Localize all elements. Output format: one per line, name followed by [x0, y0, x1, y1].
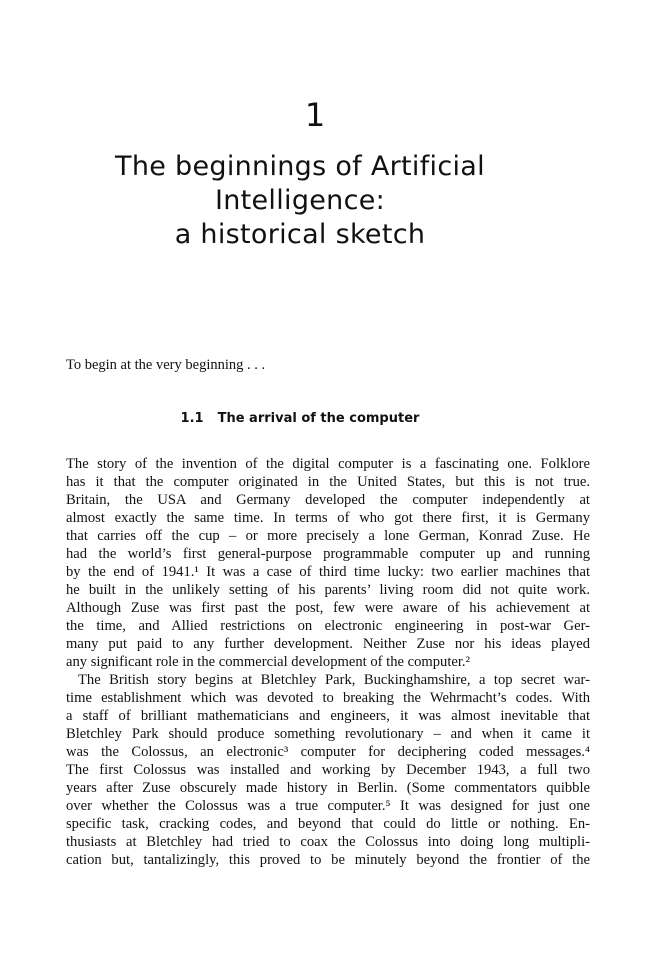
text-line: specific task, cracking codes, and beyond that could do little or nothing. En-: [66, 816, 590, 832]
epigraph: To begin at the very beginning . . .: [66, 357, 266, 373]
text-line: years after Zuse obscurely made history in Berlin. (Some commentators quibble: [66, 780, 590, 796]
text-line: Britain, the USA and Germany developed the computer independently at: [66, 492, 590, 508]
chapter-number: 1: [304, 96, 326, 134]
text-line: over whether the Colossus was a true computer.⁵ It was designed for just one: [66, 798, 590, 814]
text-line: The story of the invention of the digital computer is a fascinating one. Folklore: [66, 456, 590, 472]
text-line: many put paid to any further development. Neither Zuse nor his ideas played: [66, 636, 590, 652]
text-line: time establishment which was devoted to breaking the Wehrmacht’s codes. With: [66, 690, 590, 706]
text-line: that carries off the cup – or more precisely a lone German, Konrad Zuse. He: [66, 528, 590, 544]
body-text: [66, 455, 590, 869]
text-line: cation but, tantalizingly, this proved to be minutely beyond the frontier of the: [66, 852, 590, 868]
chapter-title-line: Intelligence:: [214, 185, 386, 216]
section-title: The arrival of the computer: [217, 411, 420, 426]
text-line: had the world’s first general-purpose programmable computer up and running: [66, 546, 590, 562]
text-line: any significant role in the commercial development of the computer.²: [66, 654, 470, 670]
section-heading: [0, 411, 600, 426]
chapter-title-line: a historical sketch: [174, 219, 426, 250]
text-line: was the Colossus, an electronic³ computer for deciphering coded messages.⁴: [66, 744, 590, 760]
text-line: The first Colossus was installed and working by December 1943, a full two: [66, 762, 590, 778]
text-line: he built in the unlikely setting of his parents’ living room did not quite work.: [66, 582, 590, 598]
text-line: has it that the computer originated in the United States, but this is not true.: [66, 474, 590, 490]
text-line: The British story begins at Bletchley Park, Buckinghamshire, a top secret war-: [78, 672, 590, 688]
text-line: Bletchley Park should produce something revolutionary – and when it came it: [66, 726, 590, 742]
paragraph: [66, 455, 590, 671]
text-line: by the end of 1941.¹ It was a case of third time lucky: two earlier machines that: [66, 564, 590, 580]
text-line: thusiasts at Bletchley had tried to coax the Colossus into doing long multipli-: [66, 834, 590, 850]
section-number: 1.1: [180, 411, 204, 426]
text-line: the time, and Allied restrictions on electronic engineering in post-war Ger-: [66, 618, 590, 634]
chapter-title: [0, 150, 600, 252]
paragraph: [66, 671, 590, 869]
chapter-title-line: The beginnings of Artificial: [115, 151, 485, 182]
text-line: Although Zuse was first past the post, few were aware of his achievement at: [66, 600, 590, 616]
text-line: a staff of brilliant mathematicians and engineers, it was almost inevitable that: [66, 708, 590, 724]
text-line: almost exactly the same time. In terms of who got there first, it is Germany: [66, 510, 590, 526]
